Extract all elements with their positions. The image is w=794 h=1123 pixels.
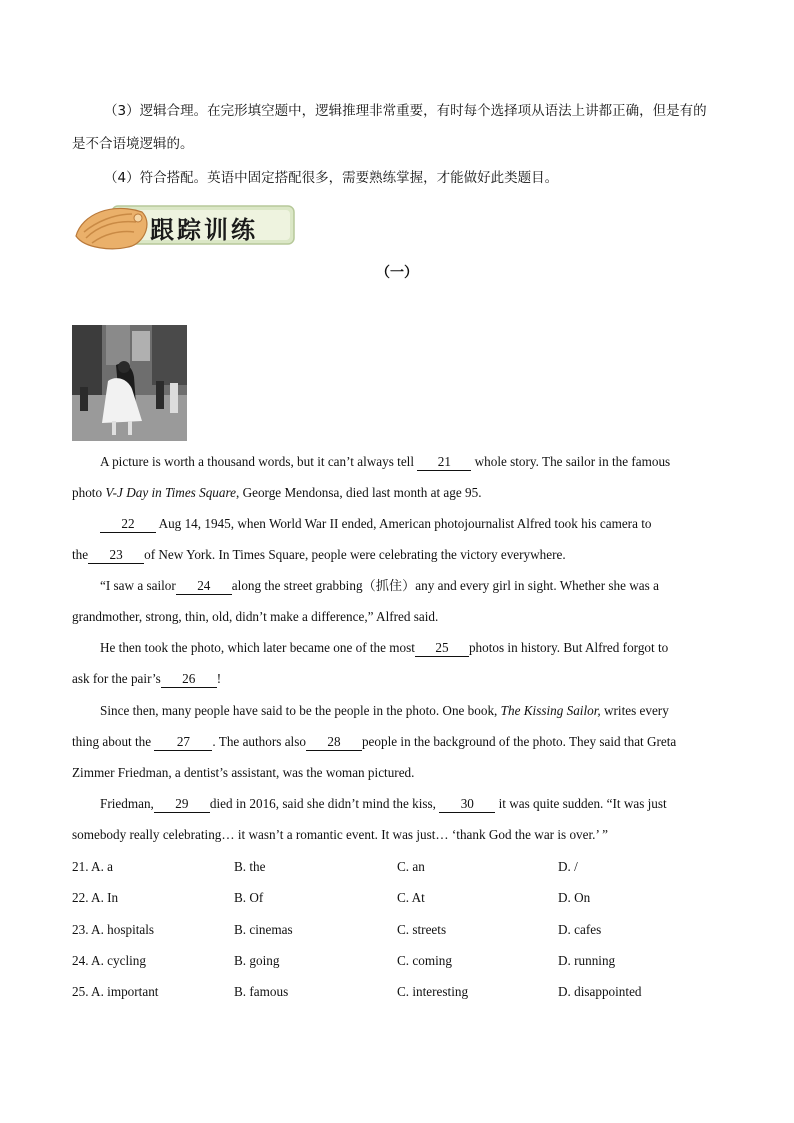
- passage-line-13: somebody really celebrating… it wasn’t a romantic event. It was just… ‘thank God the war is over.’ ”: [72, 827, 609, 842]
- tip-3-line-1: （3）逻辑合理。在完形填空题中，逻辑推理非常重要，有时每个选择项从语法上讲都正确，但是有的: [104, 103, 707, 119]
- text-span: thing about the: [72, 734, 155, 749]
- blank-26: 26: [161, 671, 217, 688]
- blank-21: 21: [417, 454, 471, 471]
- text-span: photo: [72, 485, 106, 500]
- option-24-c: C. coming: [397, 953, 452, 968]
- passage-line-1: [100, 452, 750, 472]
- option-25-a: 25. A. important: [72, 984, 159, 999]
- text-span: it was quite sudden. “It was just: [495, 796, 667, 811]
- option-23-a: 23. A. hospitals: [72, 922, 155, 937]
- text-span: “I saw a sailor: [100, 578, 176, 593]
- blank-23: 23: [88, 547, 144, 564]
- option-25-b: B. famous: [234, 984, 289, 999]
- option-22-d: D. On: [558, 890, 591, 905]
- passage-line-9: [100, 701, 750, 721]
- blank-27: 27: [154, 734, 212, 751]
- passage-line-12: [100, 794, 750, 814]
- passage-line-4: [72, 545, 722, 565]
- text-span: !: [216, 671, 222, 686]
- text-span: Friedman,: [100, 796, 154, 811]
- passage-line-10: [72, 732, 722, 752]
- option-23-d: D. cafes: [558, 922, 602, 937]
- option-21-d: D. /: [558, 859, 578, 874]
- option-25-c: C. interesting: [397, 984, 469, 999]
- text-span: writes every: [600, 703, 669, 718]
- banner-title: 跟踪训练: [150, 215, 258, 244]
- passage-line-2: [72, 483, 722, 503]
- text-span: of New York. In Times Square, people were celebrating the victory everywhere.: [144, 547, 566, 562]
- blank-25: 25: [415, 640, 469, 657]
- option-24-b: B. going: [234, 953, 280, 968]
- text-span: Since then, many people have said to be the people in the photo. One book,: [100, 703, 501, 718]
- blank-28: 28: [306, 734, 362, 751]
- option-22-b: B. Of: [234, 890, 264, 905]
- book-title: The Kissing Sailor,: [500, 703, 601, 718]
- text-span: He then took the photo, which later became one of the most: [100, 640, 415, 655]
- photo-title: V-J Day in Times Square: [105, 485, 236, 500]
- passage-line-7: [100, 638, 750, 658]
- tip-4: （4）符合搭配。英语中固定搭配很多，需要熟练掌握，才能做好此类题目。: [104, 170, 559, 186]
- option-22-a: 22. A. In: [72, 890, 119, 905]
- option-21-b: B. the: [234, 859, 266, 874]
- text-span: Aug 14, 1945, when World War II ended, American photojournalist Alfred took his camera to: [156, 516, 652, 531]
- passage-line-5: [100, 576, 750, 596]
- option-21-c: C. an: [397, 859, 425, 874]
- text-span: A picture is worth a thousand words, but it can’t always tell: [100, 454, 418, 469]
- text-span: ask for the pair’s: [72, 671, 161, 686]
- passage-line-6: grandmother, strong, thin, old, didn’t make a difference,” Alfred said.: [72, 609, 439, 624]
- option-23-c: C. streets: [397, 922, 447, 937]
- option-21-a: 21. A. a: [72, 859, 114, 874]
- option-22-c: C. At: [397, 890, 425, 905]
- text-span: died in 2016, said she didn’t mind the kiss,: [209, 796, 440, 811]
- option-24-d: D. running: [558, 953, 616, 968]
- text-span: . The authors also: [212, 734, 306, 749]
- section-title: （一）: [376, 265, 418, 281]
- text-span: photos in history. But Alfred forgot to: [468, 640, 669, 655]
- option-23-b: B. cinemas: [234, 922, 293, 937]
- text-span: whole story. The sailor in the famous: [471, 454, 671, 469]
- blank-22: 22: [100, 516, 156, 533]
- option-24-a: 24. A. cycling: [72, 953, 146, 968]
- tip-3-line-2: 是不合语境逻辑的。: [72, 136, 194, 152]
- vj-day-photo-icon: [72, 325, 187, 441]
- text-span: people in the background of the photo. They said that Greta: [361, 734, 677, 749]
- text-span: along the street grabbing（抓住）any and every girl in sight. Whether she was a: [231, 578, 659, 593]
- passage-line-3: [100, 514, 750, 534]
- text-span: , George Mendonsa, died last month at age 95.: [235, 485, 482, 500]
- blank-29: 29: [154, 796, 210, 813]
- text-span: the: [72, 547, 89, 562]
- passage-line-11: Zimmer Friedman, a dentist’s assistant, was the woman pictured.: [72, 765, 415, 780]
- option-25-d: D. disappointed: [558, 984, 642, 999]
- blank-24: 24: [176, 578, 232, 595]
- passage-line-8: [72, 669, 722, 689]
- blank-30: 30: [439, 796, 495, 813]
